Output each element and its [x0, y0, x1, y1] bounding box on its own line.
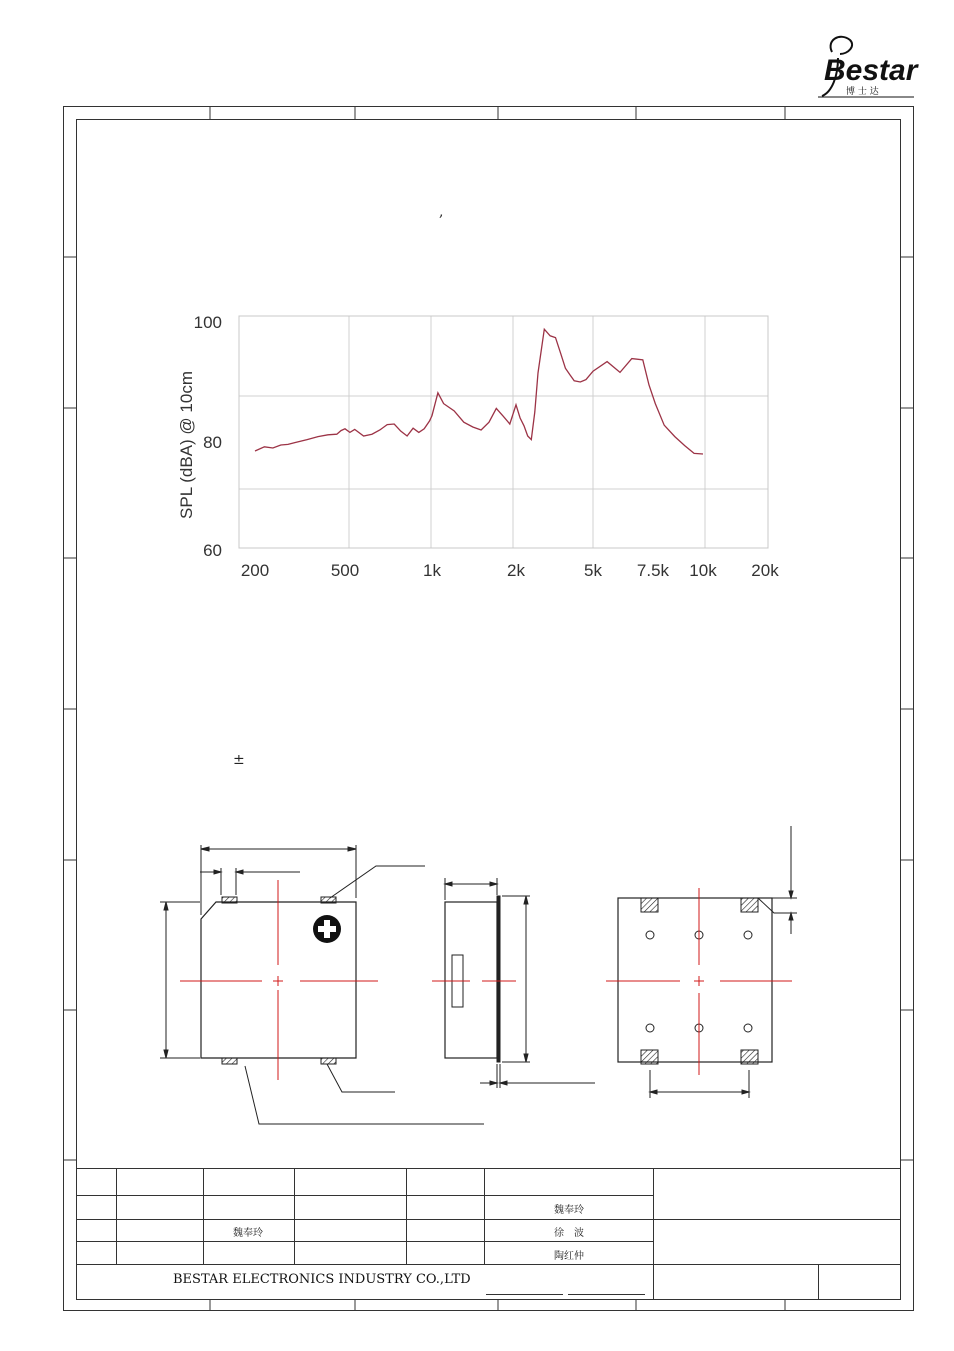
- y-tick-label: 60: [203, 541, 222, 560]
- approver-2: 徐 波: [554, 1228, 584, 1239]
- approver-1: 魏奉玲: [554, 1205, 584, 1216]
- approver-3: 陶红仲: [554, 1251, 584, 1262]
- y-axis-label: SPL (dBA) @ 10cm: [177, 371, 196, 519]
- y-tick-label: 100: [193, 313, 222, 332]
- x-tick-label: 2k: [507, 561, 525, 580]
- tolerance-mark: ±: [233, 752, 245, 768]
- x-tick-label: 20k: [751, 561, 779, 580]
- x-tick-label: 5k: [584, 561, 602, 580]
- x-tick-label: 200: [240, 561, 270, 580]
- drawn-by: 魏奉玲: [233, 1228, 263, 1239]
- x-tick-label: 7.5k: [636, 561, 670, 580]
- logo-brand: Bestar: [824, 54, 918, 87]
- x-tick-label: 500: [330, 561, 360, 580]
- x-tick-label: 10k: [689, 561, 717, 580]
- x-tick-label: 1k: [423, 561, 441, 580]
- logo-subtitle: 博 士 达: [846, 87, 879, 97]
- y-tick-label: 80: [203, 433, 222, 452]
- company-name: BESTAR ELECTRONICS INDUSTRY CO.,LTD: [173, 1272, 471, 1287]
- note-mark: ,: [439, 204, 444, 220]
